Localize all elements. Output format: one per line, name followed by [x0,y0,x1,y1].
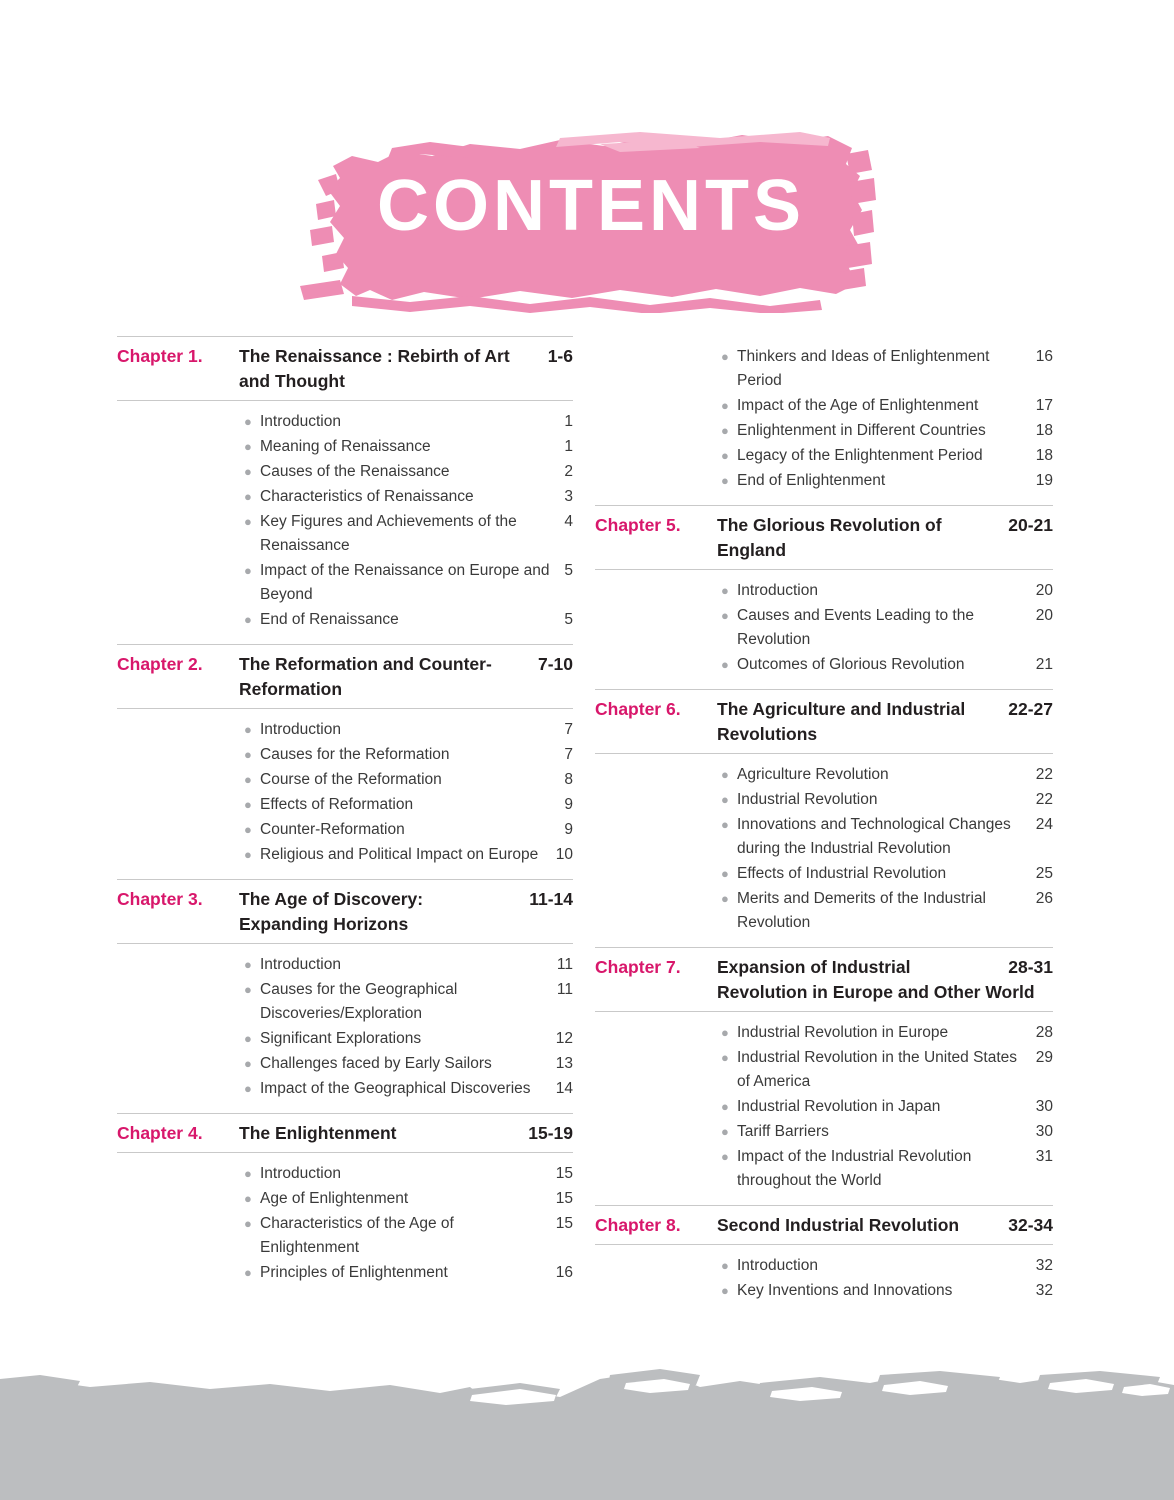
chapter-number-label: Chapter 6. [595,699,681,719]
list-item-label: Introduction [260,1165,341,1182]
bullet-icon: ● [244,612,252,627]
contents-banner [0,118,1174,313]
chapter-page-range: 32-34 [1008,1215,1053,1235]
list-item-label: Course of the Reformation [260,771,442,788]
bullet-icon: ● [244,464,252,479]
list-item-body [260,1212,573,1260]
list-item-page: 9 [564,796,573,813]
chapter-title: The Glorious Revolution of England [717,515,942,560]
list-item[interactable] [717,604,1053,653]
chapter-heading[interactable] [595,948,1053,1011]
chapter-title: The Age of Discovery: Expanding Horizons [239,889,424,934]
list-item-page: 22 [1035,791,1053,808]
bullet-icon: ● [244,1265,252,1280]
chapter-number-label: Chapter 5. [595,515,681,535]
list-item[interactable] [240,718,573,743]
list-item-page: 25 [1035,865,1053,882]
list-item[interactable] [240,818,573,843]
chapter-block [117,1113,573,1297]
list-item-page: 32 [1035,1257,1053,1274]
list-item-label: Causes for the Reformation [260,746,450,763]
list-item-body [737,1095,1053,1119]
list-item-body [260,793,573,817]
list-item-page: 15 [555,1215,573,1232]
list-item-body [260,953,573,977]
list-item[interactable] [240,559,573,608]
chapter-title: The Renaissance : Rebirth of Art and Thought [239,346,510,391]
chapter-number-label: Chapter 1. [117,346,203,366]
list-item-page: 10 [555,846,573,863]
list-item-body [260,1027,573,1051]
list-item[interactable] [240,460,573,485]
chapter-page-range: 28-31 [1008,957,1053,977]
list-item-label: Causes of the Renaissance [260,463,450,480]
list-item-page: 7 [564,721,573,738]
list-item[interactable] [240,743,573,768]
list-item-label: Outcomes of Glorious Revolution [737,656,965,673]
list-item-page: 22 [1035,766,1053,783]
list-item-body [737,1279,1053,1303]
list-item-page: 5 [564,611,573,628]
list-item-label: End of Renaissance [260,611,399,628]
list-item-label: Religious and Political Impact on Europe [260,846,539,863]
bullet-icon: ● [244,772,252,787]
list-item-body [737,394,1053,418]
chapter-subitem-list [595,754,1053,947]
list-item-body [260,559,573,607]
chapter-title-wrap [239,344,573,394]
list-item-page: 5 [564,562,573,579]
list-item-label: Impact of the Renaissance on Europe and Beyond [260,562,550,603]
list-item[interactable] [240,608,573,633]
list-item-page: 2 [564,463,573,480]
list-item-page: 15 [555,1190,573,1207]
chapter-title: The Reformation and Counter-Reformation [239,654,492,699]
list-item-page: 7 [564,746,573,763]
list-item-page: 26 [1035,890,1053,907]
bullet-icon: ● [721,473,729,488]
list-item-body [737,862,1053,886]
list-item-page: 18 [1035,422,1053,439]
list-item-page: 17 [1035,397,1053,414]
chapter-title-wrap [717,1213,1053,1238]
list-item[interactable] [240,843,573,868]
list-item-page: 1 [564,438,573,455]
list-item[interactable] [717,887,1053,936]
list-item[interactable] [240,1261,573,1286]
list-item-label: Industrial Revolution [737,791,878,808]
bullet-icon: ● [244,1056,252,1071]
chapter-heading[interactable] [595,1206,1053,1244]
list-item-label: Principles of Enlightenment [260,1264,448,1281]
list-item-body [260,978,573,1026]
list-item[interactable] [240,435,573,460]
list-item-body [737,1021,1053,1045]
bullet-icon: ● [244,563,252,578]
list-item-page: 29 [1035,1049,1053,1066]
chapter-subitem-list [595,1012,1053,1205]
chapter-page-range: 1-6 [547,346,573,366]
list-item-page: 21 [1035,656,1053,673]
list-item-label: Key Figures and Achievements of the Renaissance [260,513,517,554]
list-item[interactable] [240,510,573,559]
chapter-number-label: Chapter 4. [117,1123,203,1143]
list-item-body [260,768,573,792]
list-item-page: 4 [564,513,573,530]
chapter-page-range: 15-19 [528,1123,573,1143]
list-item-page: 30 [1035,1123,1053,1140]
list-item-body [260,460,573,484]
list-item[interactable] [717,763,1053,788]
chapter-page-range: 7-10 [537,654,573,674]
list-item[interactable] [717,1254,1053,1279]
list-item-page: 16 [555,1264,573,1281]
list-item[interactable] [240,768,573,793]
list-item-page: 11 [556,981,573,998]
list-item-label: Introduction [260,956,341,973]
list-item-body [737,419,1053,443]
list-item-label: Significant Explorations [260,1030,422,1047]
list-item-label: Characteristics of the Age of Enlightenment [260,1215,454,1256]
list-item-page: 8 [564,771,573,788]
list-item-page: 16 [1035,348,1053,365]
chapter-subitem-list [595,570,1053,689]
list-item-label: Industrial Revolution in Japan [737,1098,941,1115]
list-item-body [260,818,573,842]
list-item[interactable] [717,1021,1053,1046]
bullet-icon: ● [244,747,252,762]
list-item-page: 12 [555,1030,573,1047]
chapter-number-label: Chapter 3. [117,889,203,909]
footer-brush-shape [0,1335,1174,1500]
bullet-icon: ● [721,792,729,807]
bullet-icon: ● [244,982,252,997]
list-item[interactable] [717,1046,1053,1095]
list-item-body [260,1052,573,1076]
list-item[interactable] [240,1077,573,1102]
bullet-icon: ● [721,657,729,672]
list-item-page: 15 [555,1165,573,1182]
chapter-title: Expansion of Industrial Revolution in Europe and Other World [717,957,1035,1002]
contents-columns [0,336,1174,1315]
bullet-icon: ● [721,583,729,598]
list-item[interactable] [717,444,1053,469]
list-item[interactable] [717,345,1053,394]
list-item-body [737,444,1053,468]
bullet-icon: ● [244,957,252,972]
list-item-page: 9 [564,821,573,838]
list-item-body [260,743,573,767]
list-item[interactable] [240,1212,573,1261]
list-item-body [737,469,1053,493]
bullet-icon: ● [244,1081,252,1096]
list-item-body [260,1187,573,1211]
list-item-label: Tariff Barriers [737,1123,829,1140]
chapter-block [117,336,573,644]
list-item-label: Counter-Reformation [260,821,405,838]
list-item-body [260,1077,573,1101]
bullet-icon: ● [721,767,729,782]
list-item[interactable] [717,1095,1053,1120]
bullet-icon: ● [721,398,729,413]
list-item[interactable] [717,1145,1053,1194]
chapter-subitem-list [595,336,1053,505]
chapter-heading[interactable] [117,880,573,943]
page-title: CONTENTS [377,166,805,246]
chapter-block [595,947,1053,1205]
chapter-block [117,644,573,879]
list-item-label: Agriculture Revolution [737,766,889,783]
chapter-title-wrap [717,513,1053,563]
list-item-body [260,510,573,558]
chapter-title: The Enlightenment [239,1123,397,1143]
bullet-icon: ● [721,1149,729,1164]
chapter-heading[interactable] [595,506,1053,569]
list-item-page: 24 [1035,816,1053,833]
list-item-label: Characteristics of Renaissance [260,488,474,505]
contents-column-right [587,336,1174,1315]
chapter-block [595,1205,1053,1315]
list-item[interactable] [240,1027,573,1052]
list-item-label: Introduction [737,582,818,599]
list-item-page: 18 [1035,447,1053,464]
list-item-label: Merits and Demerits of the Industrial Revolution [737,890,986,931]
list-item-page: 31 [1035,1148,1053,1165]
list-item-body [260,410,573,434]
list-item-label: Introduction [737,1257,818,1274]
list-item-body [737,1145,1053,1193]
bullet-icon: ● [244,722,252,737]
bullet-icon: ● [721,608,729,623]
chapter-page-range: 20-21 [1008,515,1053,535]
bullet-icon: ● [721,349,729,364]
bullet-icon: ● [244,847,252,862]
list-item-label: Enlightenment in Different Countries [737,422,986,439]
bullet-icon: ● [244,439,252,454]
list-item[interactable] [717,862,1053,887]
list-item-page: 28 [1035,1024,1053,1041]
chapter-title-wrap [239,652,573,702]
list-item-body [737,345,1053,393]
list-item-label: Impact of the Industrial Revolution throughout the World [737,1148,972,1189]
chapter-number-label: Chapter 7. [595,957,681,977]
list-item-body [260,1162,573,1186]
list-item[interactable] [717,653,1053,678]
chapter-title-wrap [239,887,573,937]
list-item-body [260,485,573,509]
list-item-body [260,718,573,742]
chapter-heading[interactable] [117,1114,573,1152]
list-item[interactable] [240,978,573,1027]
bullet-icon: ● [244,414,252,429]
bullet-icon: ● [721,1124,729,1139]
list-item-label: Industrial Revolution in the United States of America [737,1049,1018,1090]
list-item-body [737,1046,1053,1094]
list-item[interactable] [717,813,1053,862]
chapter-block [595,689,1053,947]
list-item-label: Introduction [260,721,341,738]
bullet-icon: ● [721,423,729,438]
chapter-title-wrap [717,955,1053,1005]
list-item[interactable] [240,410,573,435]
list-item-body [260,843,573,867]
list-item-label: End of Enlightenment [737,472,886,489]
list-item-label: Meaning of Renaissance [260,438,431,455]
bullet-icon: ● [244,1031,252,1046]
list-item[interactable] [240,1187,573,1212]
bullet-icon: ● [721,1258,729,1273]
list-item-body [737,604,1053,652]
list-item-page: 14 [555,1080,573,1097]
chapter-title-wrap [717,697,1053,747]
list-item[interactable] [240,953,573,978]
chapter-subitem-list [117,1153,573,1297]
list-item-page: 13 [555,1055,573,1072]
chapter-page-range: 11-14 [529,889,573,909]
chapter-subitem-list [117,401,573,644]
list-item-page: 1 [564,413,573,430]
list-item-body [737,763,1053,787]
list-item[interactable] [717,419,1053,444]
bullet-icon: ● [244,797,252,812]
chapter-heading[interactable] [117,645,573,708]
bullet-icon: ● [244,489,252,504]
list-item-label: Thinkers and Ideas of Enlightenment Period [737,348,990,389]
chapter-title-wrap [239,1121,573,1146]
chapter-block [595,336,1053,505]
list-item-label: Causes for the Geographical Discoveries/Exploration [260,981,458,1022]
list-item[interactable] [717,469,1053,494]
chapter-page-range: 22-27 [1008,699,1053,719]
bullet-icon: ● [721,817,729,832]
chapter-heading[interactable] [595,690,1053,753]
chapter-title: Second Industrial Revolution [717,1215,960,1235]
list-item[interactable] [717,1120,1053,1145]
list-item-label: Challenges faced by Early Sailors [260,1055,492,1072]
chapter-subitem-list [117,944,573,1113]
list-item-label: Legacy of the Enlightenment Period [737,447,983,464]
list-item-label: Effects of Reformation [260,796,414,813]
bullet-icon: ● [721,1283,729,1298]
list-item-body [260,1261,573,1285]
list-item-label: Key Inventions and Innovations [737,1282,953,1299]
list-item-label: Effects of Industrial Revolution [737,865,947,882]
list-item[interactable] [240,485,573,510]
chapter-block [595,505,1053,689]
list-item-page: 30 [1035,1098,1053,1115]
bullet-icon: ● [721,891,729,906]
list-item-body [260,608,573,632]
chapter-number-label: Chapter 8. [595,1215,681,1235]
chapter-subitem-list [117,709,573,879]
list-item-body [737,653,1053,677]
list-item-body [737,579,1053,603]
list-item-label: Innovations and Technological Changes during the Industrial Revolution [737,816,1011,857]
bullet-icon: ● [721,866,729,881]
list-item-body [737,788,1053,812]
bullet-icon: ● [244,1166,252,1181]
list-item-label: Industrial Revolution in Europe [737,1024,949,1041]
list-item[interactable] [240,793,573,818]
list-item[interactable] [717,1279,1053,1304]
bullet-icon: ● [244,1191,252,1206]
list-item[interactable] [717,788,1053,813]
list-item-body [260,435,573,459]
bullet-icon: ● [721,1025,729,1040]
list-item-body [737,1120,1053,1144]
chapter-subitem-list [595,1245,1053,1315]
list-item-page: 32 [1035,1282,1053,1299]
list-item[interactable] [717,579,1053,604]
list-item-label: Impact of the Geographical Discoveries [260,1080,531,1097]
list-item-label: Impact of the Age of Enlightenment [737,397,979,414]
list-item-label: Introduction [260,413,341,430]
list-item-label: Causes and Events Leading to the Revolution [737,607,974,648]
bullet-icon: ● [244,822,252,837]
chapter-block [117,879,573,1113]
bullet-icon: ● [721,448,729,463]
bullet-icon: ● [244,1216,252,1231]
chapter-heading[interactable] [117,337,573,400]
list-item[interactable] [240,1162,573,1187]
list-item[interactable] [717,394,1053,419]
list-item-page: 20 [1035,582,1053,599]
list-item-label: Age of Enlightenment [260,1190,409,1207]
chapter-title: The Agriculture and Industrial Revolutions [717,699,966,744]
bullet-icon: ● [721,1050,729,1065]
list-item-body [737,1254,1053,1278]
chapter-number-label: Chapter 2. [117,654,203,674]
list-item-page: 19 [1035,472,1053,489]
list-item-page: 20 [1035,607,1053,624]
list-item-page: 11 [556,956,573,973]
list-item-page: 3 [564,488,573,505]
bullet-icon: ● [721,1099,729,1114]
list-item-body [737,813,1053,861]
bullet-icon: ● [244,514,252,529]
list-item[interactable] [240,1052,573,1077]
list-item-body [737,887,1053,935]
contents-column-left [0,336,587,1315]
